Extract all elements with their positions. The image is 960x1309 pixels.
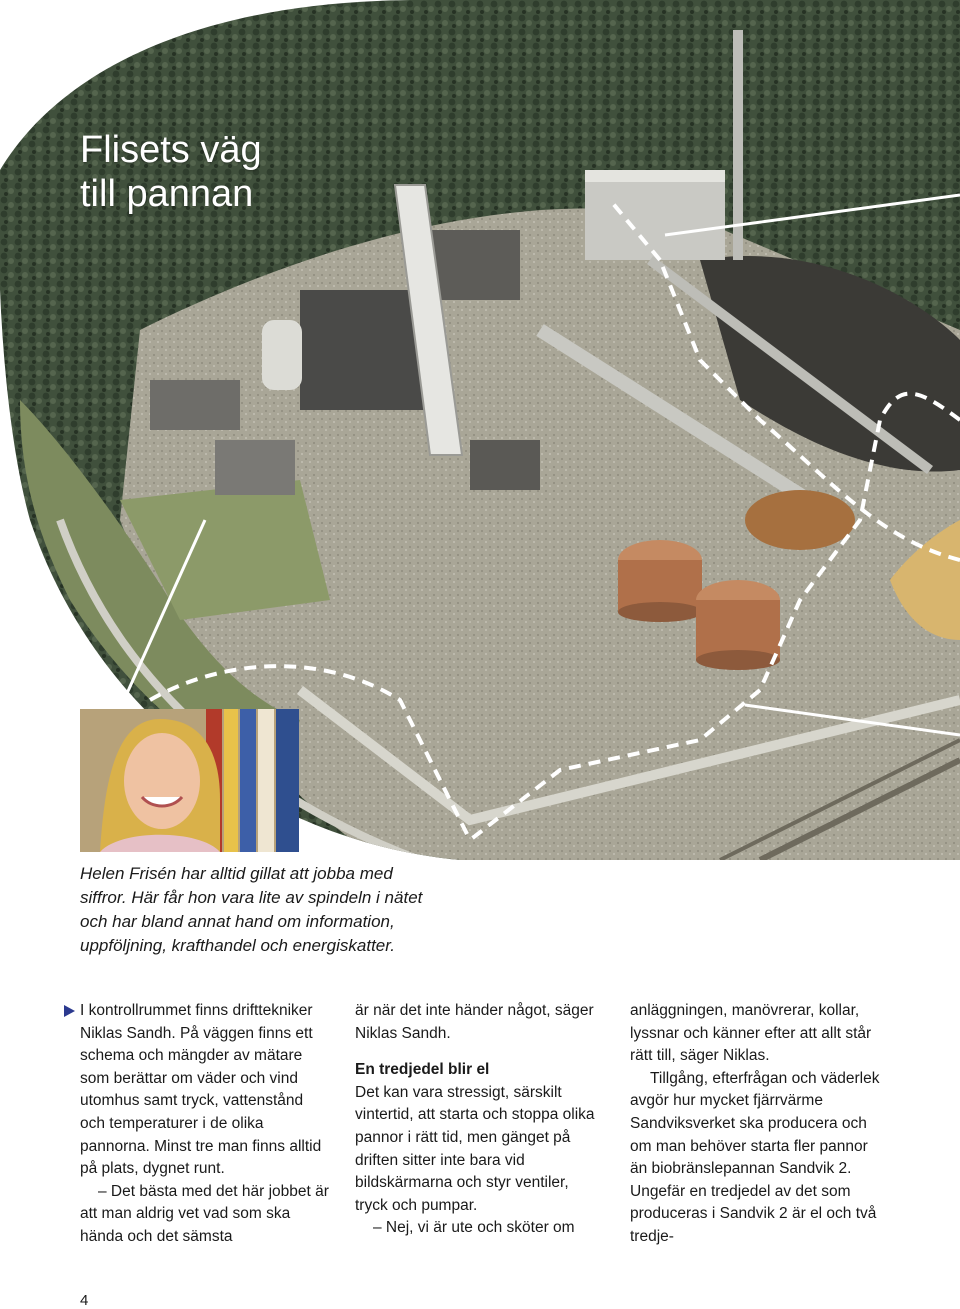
text-column-2 [355, 1000, 605, 1240]
column3-paragraph-1: anläggningen, manövrerar, kollar, lyssnar och känner efter att allt står rätt till, säger Niklas. [630, 1002, 872, 1065]
column1-paragraph-2: – Det bästa med det här jobbet är att man aldrig vet vad som ska hända och det sämsta [80, 1182, 329, 1245]
text-column-1 [80, 1000, 330, 1249]
title-line-2: till pannan [80, 173, 254, 215]
portrait-photo-icon [80, 709, 299, 852]
caption-line-4: uppföljning, krafthandel och energiskatter. [80, 936, 396, 955]
column2-paragraph-3: – Nej, vi är ute och sköter om [373, 1219, 575, 1237]
column2-subheading: En tredjedel blir el [355, 1061, 490, 1079]
portrait-photo [80, 709, 299, 852]
title-line-1: Flisets väg [80, 129, 262, 171]
column1-paragraph-1: I kontrollrummet finns drifttekniker Niklas Sandh. På väggen finns ett schema och mängder av mätare som berättar om väder och vind utomhus samt tryck, vattenstånd och temperaturer i de olika pannorna. Minst tre man finns alltid på plats, dygnet runt. [80, 1002, 322, 1178]
portrait-caption [80, 862, 460, 958]
page-title [80, 128, 262, 216]
column2-paragraph-1: är när det inte händer något, säger Niklas Sandh. [355, 1002, 594, 1042]
text-column-3 [630, 1000, 880, 1249]
caption-line-2: siffror. Här får hon vara lite av spindeln i nätet [80, 888, 423, 907]
page-number: 4 [80, 1292, 89, 1309]
caption-line-1: Helen Frisén har alltid gillat att jobba med [80, 864, 393, 883]
caption-line-3: och har bland annat hand om information, [80, 912, 395, 931]
column2-paragraph-2: Det kan vara stressigt, särskilt vintertid, att starta och stoppa olika pannor i rätt tid, men gänget på driften sitter inte bara vid bildskärmarna och styr ventiler, tryck och pumpar. [355, 1083, 595, 1214]
column3-paragraph-2: Tillgång, efterfrågan och väderlek avgör hur mycket fjärrvärme Sandviksverket ska producera och om man behöver starta fler pannor än biobränslepannan Sandvik 2. Ungefär en tredjedel av det som produceras i Sandvik 2 är el och två tredje- [630, 1069, 880, 1245]
triangle-bullet-icon [64, 1005, 75, 1017]
